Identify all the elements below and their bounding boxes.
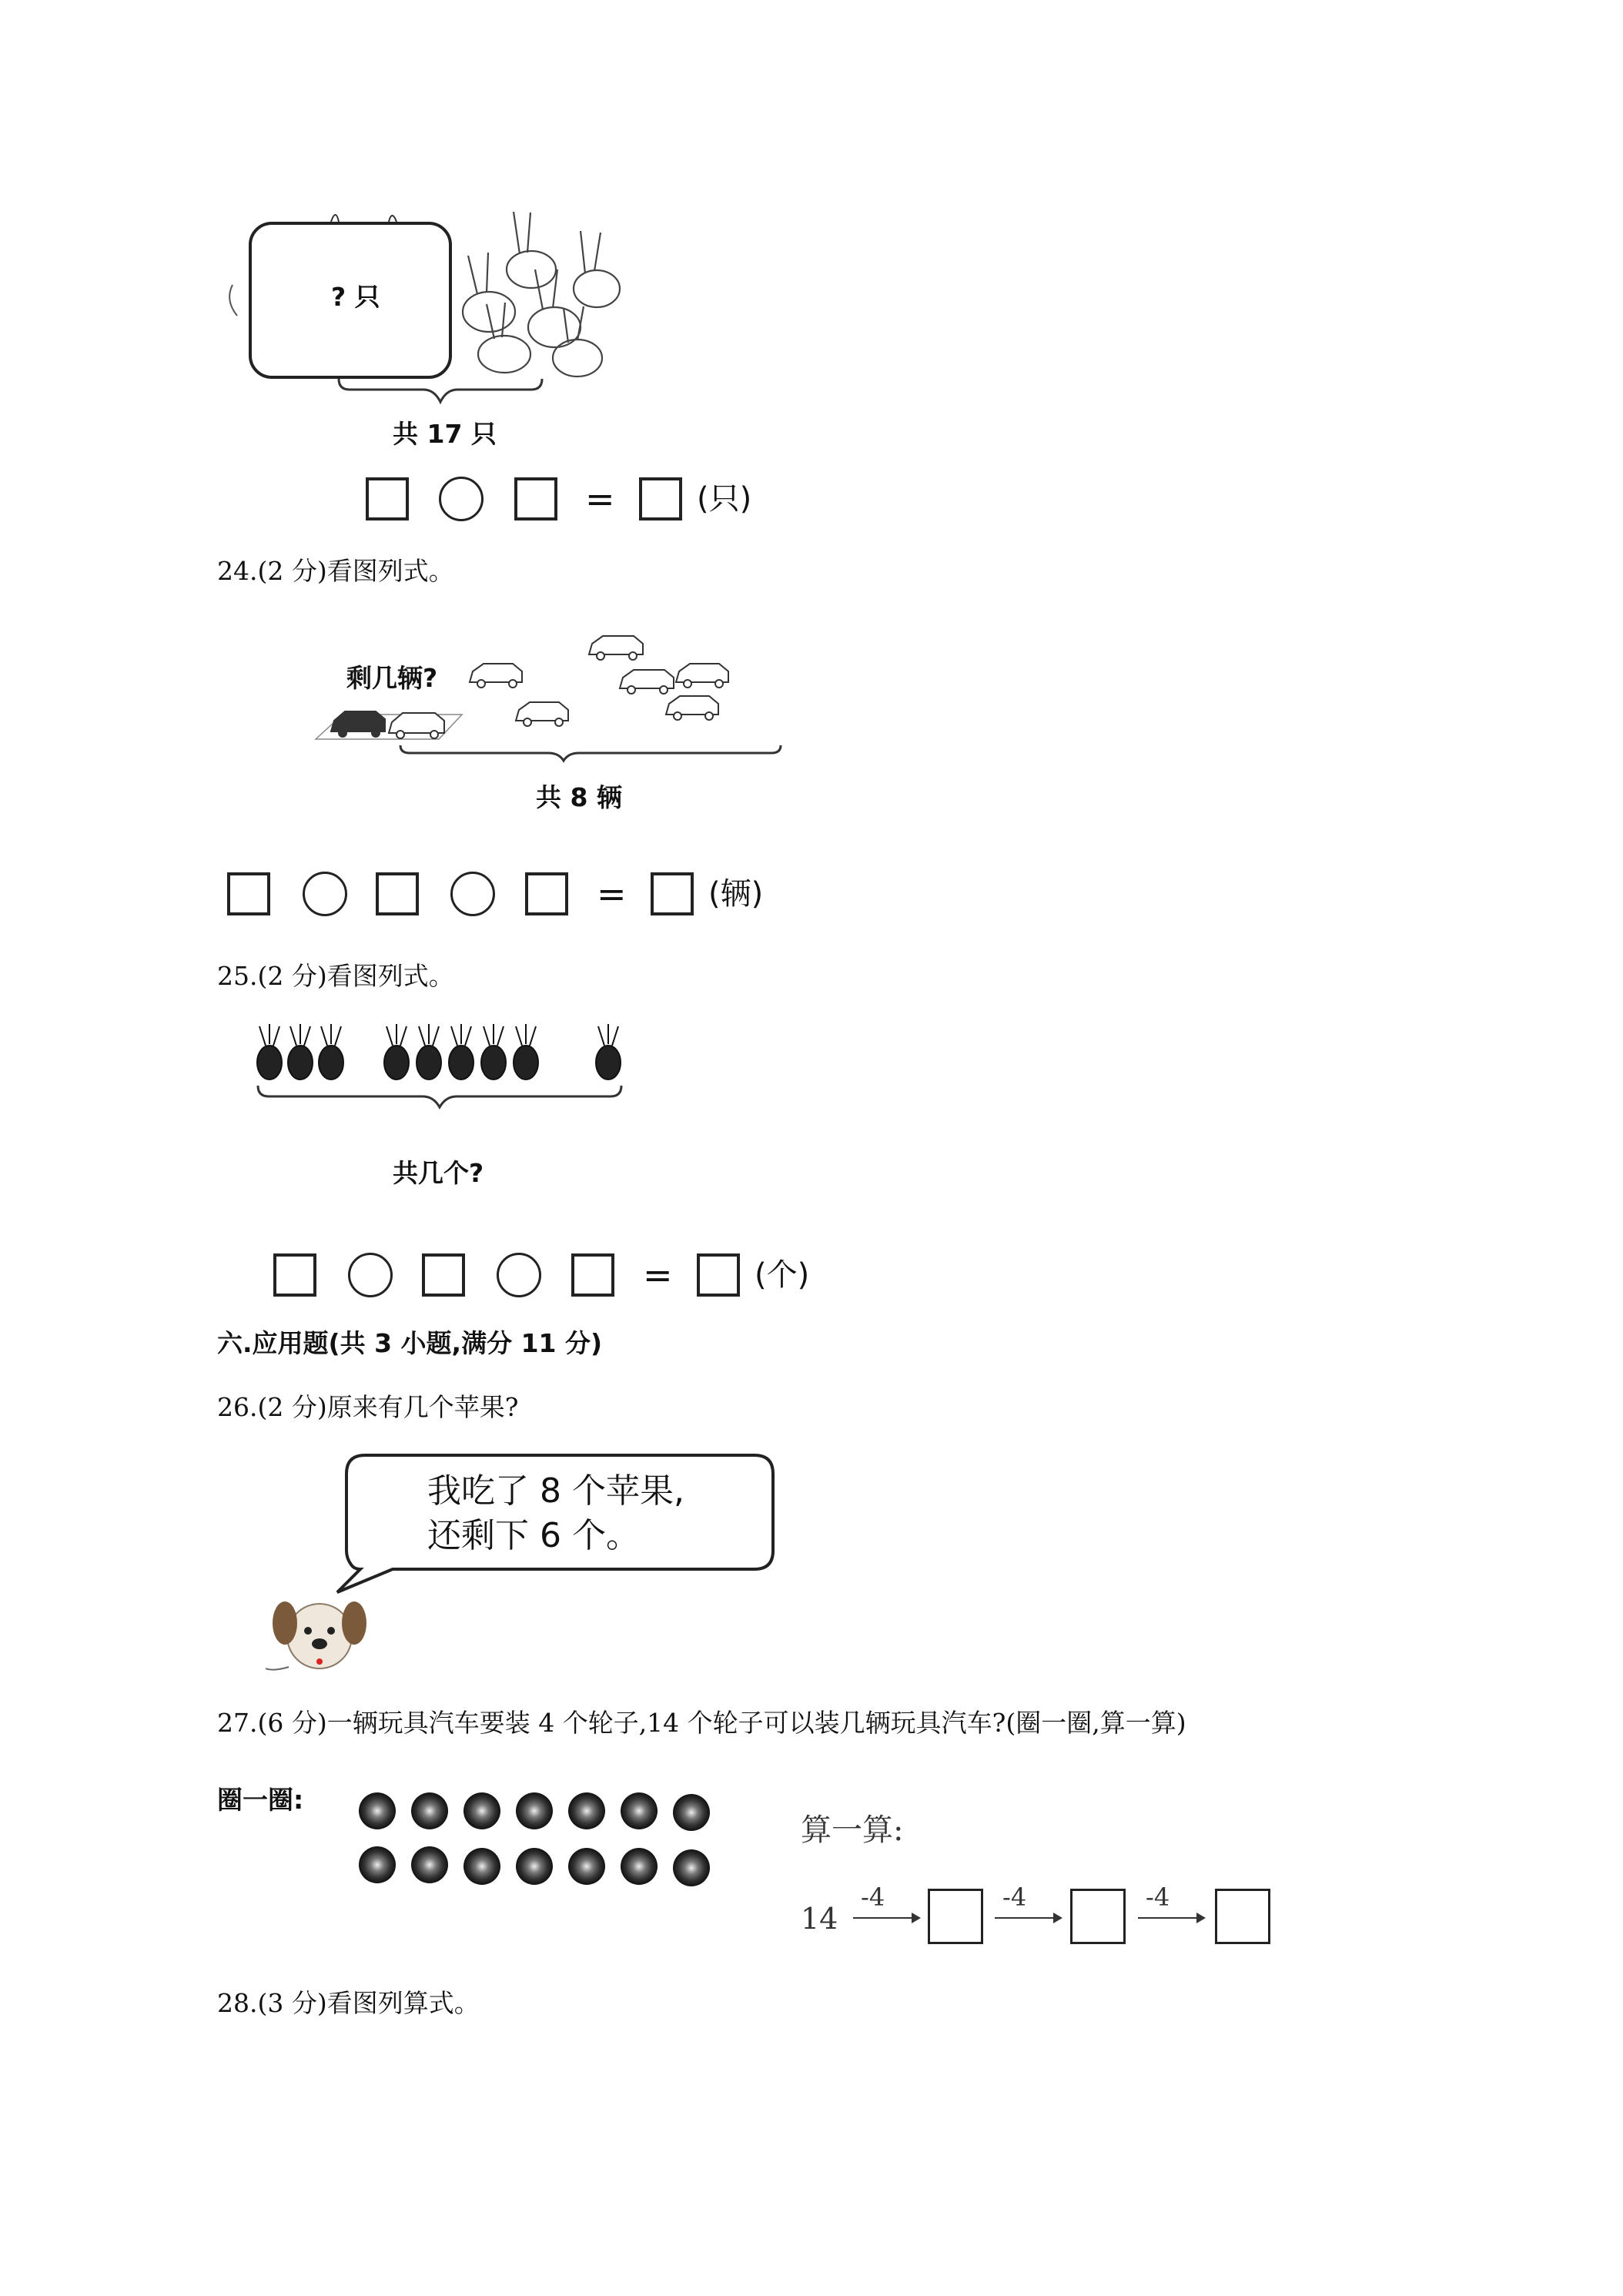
arrow-head-icon bbox=[912, 1913, 921, 1923]
wheel-row-bottom bbox=[359, 1846, 710, 1886]
answer-box[interactable] bbox=[928, 1889, 983, 1944]
answer-box[interactable] bbox=[514, 477, 557, 520]
q25-figure bbox=[246, 1015, 647, 1200]
wheels-illustration bbox=[354, 1780, 716, 1896]
operator-circle[interactable] bbox=[303, 872, 347, 916]
puppy-icon bbox=[266, 1602, 366, 1670]
q24-figure bbox=[308, 624, 801, 816]
q24-unit: (辆) bbox=[708, 876, 764, 912]
wheel-icon bbox=[621, 1792, 658, 1829]
radish-icon bbox=[514, 1024, 538, 1079]
equals-sign: = bbox=[597, 873, 627, 915]
speech-line-2: 还剩下 6 个。 bbox=[427, 1516, 640, 1555]
step-label: -4 bbox=[861, 1883, 885, 1912]
wheel-icon bbox=[516, 1792, 553, 1829]
q27-start-value: 14 bbox=[801, 1902, 838, 1936]
q25-total-label: 共几个? bbox=[393, 1158, 484, 1188]
answer-box[interactable] bbox=[1215, 1889, 1270, 1944]
wheel-icon bbox=[673, 1849, 710, 1886]
q27-calc-label: 算一算: bbox=[801, 1812, 904, 1848]
q25-unit: (个) bbox=[755, 1257, 810, 1293]
wheel-icon bbox=[411, 1846, 448, 1883]
arrow-head-icon bbox=[1196, 1913, 1206, 1923]
answer-box[interactable] bbox=[227, 872, 270, 915]
wheels-group bbox=[354, 1780, 716, 1896]
answer-box[interactable] bbox=[376, 872, 419, 915]
wheel-icon bbox=[359, 1846, 396, 1883]
operator-circle[interactable] bbox=[497, 1253, 541, 1297]
equals-sign: = bbox=[585, 478, 615, 520]
wheel-icon bbox=[621, 1848, 658, 1885]
q24-left-label: 剩几辆? bbox=[346, 663, 438, 693]
radish-icon bbox=[384, 1024, 409, 1079]
q24-title: 24.(2 分)看图列式。 bbox=[217, 556, 454, 586]
operator-circle[interactable] bbox=[439, 477, 484, 521]
radish-icon bbox=[257, 1024, 282, 1079]
speech-line-1: 我吃了 8 个苹果, bbox=[427, 1471, 684, 1511]
q24-total-label: 共 8 辆 bbox=[536, 782, 622, 812]
step-label: -4 bbox=[1002, 1883, 1027, 1912]
equals-sign: = bbox=[643, 1254, 673, 1296]
wheel-icon bbox=[463, 1792, 500, 1829]
arrow-head-icon bbox=[1053, 1913, 1062, 1923]
arrow-icon bbox=[1138, 1917, 1200, 1919]
q26-figure bbox=[254, 1440, 778, 1678]
answer-box[interactable] bbox=[366, 477, 409, 520]
answer-box[interactable] bbox=[1070, 1889, 1126, 1944]
radish-icon bbox=[288, 1024, 313, 1079]
answer-box[interactable] bbox=[525, 872, 568, 915]
q27-circle-label: 圈一圈: bbox=[217, 1785, 304, 1815]
q28-title: 28.(3 分)看图列算式。 bbox=[217, 1988, 480, 2018]
wheel-icon bbox=[568, 1848, 605, 1885]
wheel-row-top bbox=[359, 1792, 710, 1831]
answer-box[interactable] bbox=[639, 477, 682, 520]
operator-circle[interactable] bbox=[348, 1253, 393, 1297]
radish-icon bbox=[481, 1024, 506, 1079]
radish-icon bbox=[417, 1024, 441, 1079]
step-label: -4 bbox=[1146, 1883, 1170, 1912]
q23-figure bbox=[216, 200, 631, 454]
q23-box-label: ? 只 bbox=[331, 282, 380, 312]
arrow-icon bbox=[853, 1917, 915, 1919]
answer-box[interactable] bbox=[651, 872, 694, 915]
q27-title: 27.(6 分)一辆玩具汽车要装 4 个轮子,14 个轮子可以装几辆玩具汽车?(圈一圈,算一算) bbox=[217, 1708, 1186, 1738]
q23-unit: (只) bbox=[697, 481, 752, 517]
answer-box[interactable] bbox=[273, 1253, 316, 1297]
arrow-icon bbox=[995, 1917, 1056, 1919]
radish-icon bbox=[449, 1024, 474, 1079]
answer-box[interactable] bbox=[422, 1253, 465, 1297]
q25-title: 25.(2 分)看图列式。 bbox=[217, 961, 454, 991]
wheel-icon bbox=[568, 1792, 605, 1829]
wheel-icon bbox=[463, 1848, 500, 1885]
wheel-icon bbox=[359, 1792, 396, 1829]
wheel-icon bbox=[673, 1794, 710, 1831]
q26-title: 26.(2 分)原来有几个苹果? bbox=[217, 1392, 519, 1422]
answer-box[interactable] bbox=[697, 1253, 740, 1297]
section6-title: 六.应用题(共 3 小题,满分 11 分) bbox=[217, 1328, 603, 1358]
q23-total-label: 共 17 只 bbox=[393, 419, 497, 449]
wheel-icon bbox=[411, 1792, 448, 1829]
radish-icon bbox=[596, 1024, 621, 1079]
radish-icon bbox=[319, 1024, 343, 1079]
operator-circle[interactable] bbox=[450, 872, 495, 916]
answer-box[interactable] bbox=[571, 1253, 614, 1297]
wheel-icon bbox=[516, 1848, 553, 1885]
